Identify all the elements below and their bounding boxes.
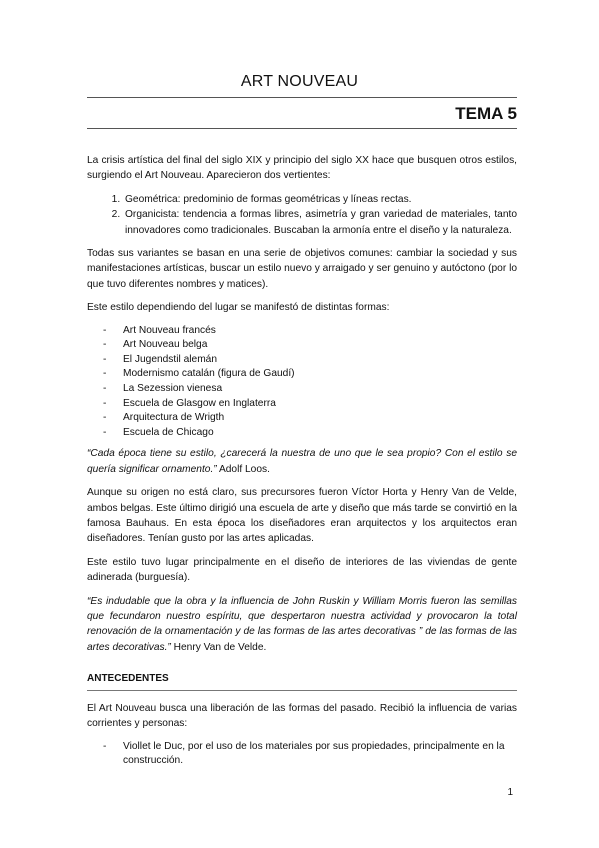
list-item: [87, 382, 517, 397]
dash-bullet: -: [103, 368, 107, 380]
list-item: [87, 367, 517, 382]
list-item: 2. Organicista: tendencia a formas libres, asimetría y gran variedad de materiales, tanto innovadores como tradicionales. Buscaban la armonía entre el diseño y la naturaleza.: [123, 207, 517, 238]
list-item-text: Art Nouveau belga: [123, 339, 208, 351]
loos-quote: [87, 446, 517, 477]
origin-paragraph: Aunque su origen no está claro, sus precursores fueron Víctor Horta y Henry Van de Velde, ambos belgas. Este último dirigió una escuela de arte y diseño que más tarde se convirtió en la famosa Bauhaus. En esta época los diseñadores eran arquitectos y los arquitectos eran diseñadores. Tenían gusto por las artes aplicadas.: [87, 487, 517, 545]
antecedentes-paragraph: El Art Nouveau busca una liberación de las formas del pasado. Recibió la influencia de varias corrientes y personas:: [87, 702, 517, 730]
list-item-text: Art Nouveau francés: [123, 324, 216, 336]
list-item-text: El Jugendstil alemán: [123, 353, 218, 365]
quote-author: Henry Van de Velde.: [170, 641, 267, 653]
section-heading-antecedentes: ANTECEDENTES: [87, 671, 517, 690]
title-divider: [87, 97, 517, 98]
quote-text: “Cada época tiene su estilo, ¿carecerá la nuestra de uno que le sea propio? Con el estilo se quería significar ornamento.”: [87, 448, 517, 475]
list-item: 1. Geométrica: predominio de formas geométricas y líneas rectas.: [123, 192, 517, 207]
dash-bullet: -: [103, 397, 107, 409]
list-item: [87, 411, 517, 426]
list-item: [87, 426, 517, 441]
list-item-text: Escuela de Glasgow en Inglaterra: [123, 397, 276, 409]
list-item-text: Modernismo catalán (figura de Gaudí): [123, 368, 295, 380]
list-item-text: Arquitectura de Wrigth: [123, 412, 225, 424]
vertientes-list: [87, 192, 517, 238]
dash-bullet: -: [103, 339, 107, 351]
document-body: [87, 153, 517, 775]
forms-intro-paragraph: Este estilo dependiendo del lugar se manifestó de distintas formas:: [87, 302, 390, 314]
interiors-paragraph: Este estilo tuvo lugar principalmente en el diseño de interiores de las viviendas de gente adinerada (burguesía).: [87, 556, 517, 584]
document-title: ART NOUVEAU: [240, 73, 359, 90]
list-item-text: La Sezession vienesa: [123, 383, 223, 395]
list-item: [87, 338, 517, 353]
topic-divider: [87, 128, 517, 129]
antecedentes-list: [87, 740, 517, 769]
topic-heading: TEMA 5: [455, 104, 517, 123]
intro-paragraph: La crisis artística del final del siglo XIX y principio del siglo XX hace que busquen otros estilos, surgiendo el Art Nouveau. Aparecieron dos vertientes:: [87, 155, 517, 182]
dash-bullet: -: [103, 324, 107, 336]
dash-bullet: -: [103, 412, 107, 424]
list-item: [87, 353, 517, 368]
list-item: [87, 324, 517, 339]
dash-bullet: -: [103, 426, 107, 438]
dash-bullet: -: [103, 383, 107, 395]
dash-bullet: -: [103, 740, 107, 752]
objectives-paragraph: Todas sus variantes se basan en una serie de objetivos comunes: cambiar la sociedad y sus manifestaciones artísticas, buscar un estilo nuevo y arraigado y ser genuino y autóctono (por lo que tuvo diferentes nombres y matices).: [87, 248, 517, 290]
page-number: 1: [507, 787, 513, 798]
list-item-text: Viollet le Duc, por el uso de los materiales por sus propiedades, principalmente en la construcción.: [123, 740, 505, 767]
list-item: [87, 740, 517, 769]
list-item-text: Escuela de Chicago: [123, 426, 214, 438]
forms-list: [87, 324, 517, 441]
dash-bullet: -: [103, 353, 107, 365]
quote-author: Adolf Loos.: [216, 463, 270, 475]
quote-text: “Es indudable que la obra y la influencia de John Ruskin y William Morris fueron las semillas que fecundaron nuestro espíritu, que despertaron nuestra actividad y provocaron la total renovación de la ornamentación y de las formas de las artes decorativas ” de las formas de las artes decorativas.”: [87, 595, 517, 653]
list-item: [87, 397, 517, 412]
van-de-velde-quote: [87, 594, 517, 656]
